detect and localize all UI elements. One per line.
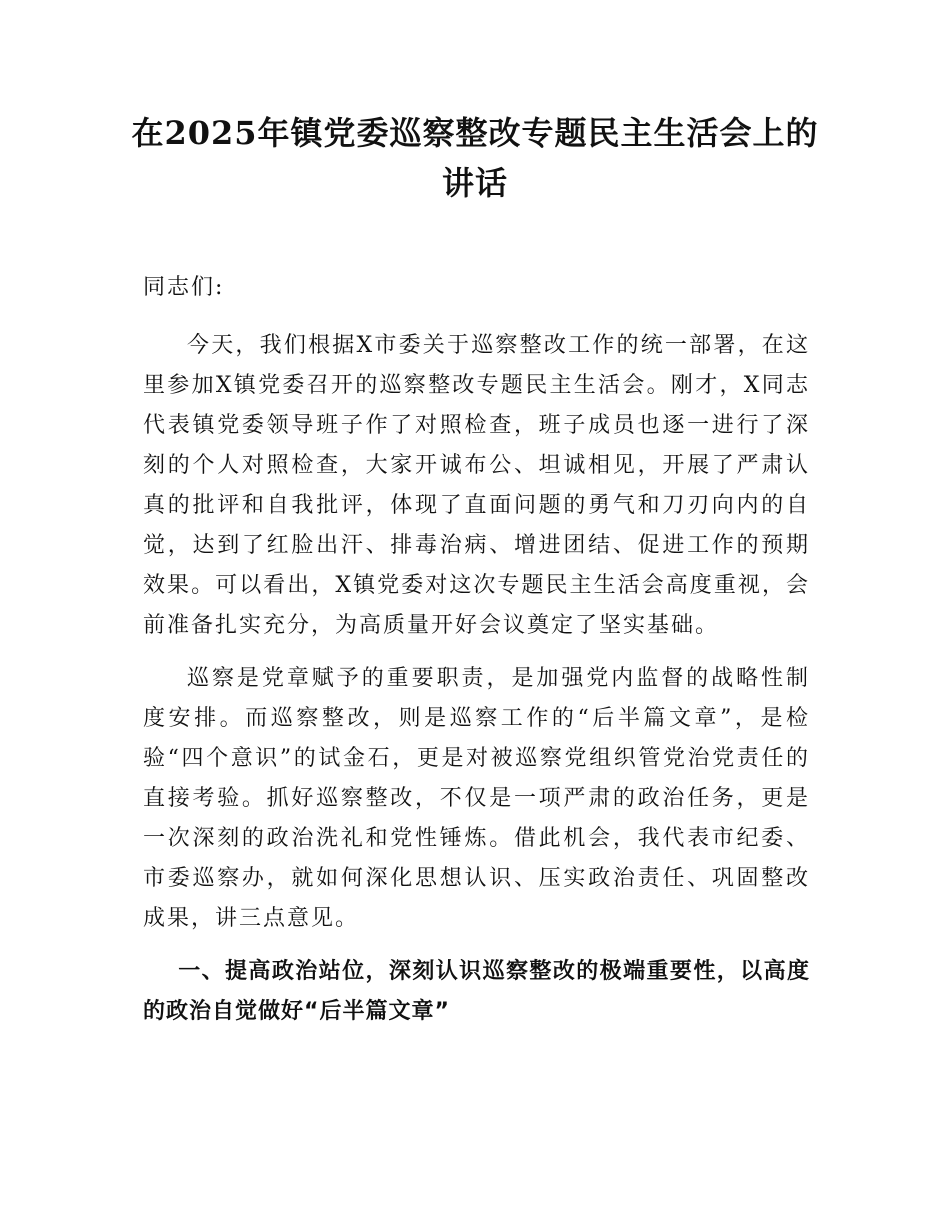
document-body [143,268,810,1032]
salutation: 同志们: [143,275,225,300]
body-paragraph: 今天，我们根据X市委关于巡察整改工作的统一部署，在这里参加X镇党委召开的巡察整改专题民主生活会。刚才，X同志代表镇党委领导班子作了对照检查，班子成员也逐一进行了深刻的个人对照检查，大家开诚布公、坦诚相见，开展了严肃认真的批评和自我批评，体现了直面问题的勇气和刀刃向内的自觉，达到了红脸出汗、排毒治病、增进团结、促进工作的预期效果。可以看出，X镇党委对这次专题民主生活会高度重视，会前准备扎实充分，为高质量开好会议奠定了坚实基础。 [143,333,810,638]
document-title: 在2025年镇党委巡察整改专题民主生活会上的讲话 [131,114,819,202]
section-heading: 一、提高政治站位，深刻认识巡察整改的极端重要性，以高度的政治自觉做好“后半篇文章” [143,959,810,1024]
body-paragraph: 巡察是党章赋予的重要职责，是加强党内监督的战略性制度安排。而巡察整改，则是巡察工作的“后半篇文章”，是检验“四个意识”的试金石，更是对被巡察党组织管党治党责任的直接考验。抓好巡察整改，不仅是一项严肃的政治任务，更是一次深刻的政治洗礼和党性锤炼。借此机会，我代表市纪委、市委巡察办，就如何深化思想认识、压实政治责任、巩固整改成果，讲三点意见。 [143,666,810,931]
